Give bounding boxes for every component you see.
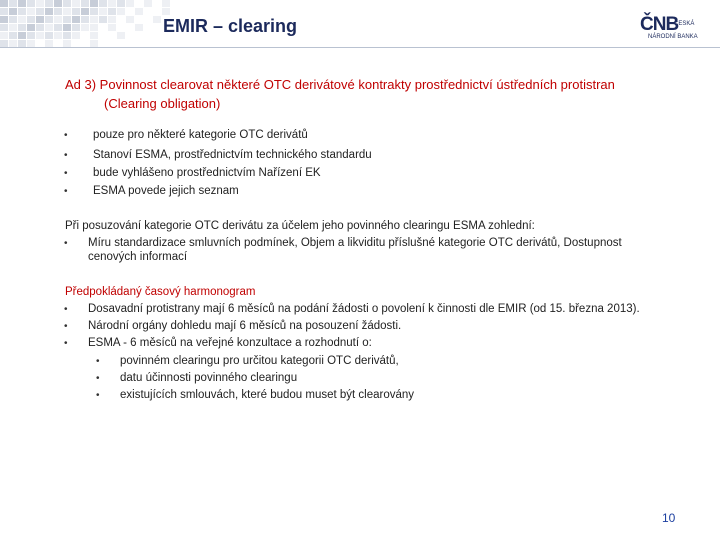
section3-sub-bullet-3: existujících smlouvách, které budou muset být clearovány [120,389,415,401]
bullet-icon: • [64,338,68,349]
section3-bullet-1: Dosavadní protistrany mají 6 měsíců na podání žádosti o povolení k činnosti dle EMIR (od 15. března 2013). [88,303,640,315]
section1-bullet-4: ESMA povede jejich seznam [93,185,239,197]
logo-mark: ČNB [640,14,679,35]
bullet-icon: • [96,390,100,401]
bullet-icon: • [64,321,68,332]
section3-heading: Předpokládaný časový harmonogram [65,286,256,298]
section1-heading: Ad 3) Povinnost clearovat některé OTC derivátové kontrakty prostřednictví ústředních protistran [65,77,615,92]
section2-intro: Při posuzování kategorie OTC derivátu za účelem jeho povinného clearingu ESMA zohlední: [65,220,535,232]
bullet-icon: • [64,150,68,161]
section2-bullet-line2: cenových informací [88,251,188,263]
bullet-icon: • [64,130,68,141]
slide-title: EMIR – clearing [163,16,298,36]
section1-subheading: (Clearing obligation) [104,96,221,111]
page-number: 10 [662,511,676,525]
bullet-icon: • [96,356,100,367]
section3-bullet-2: Národní orgány dohledu mají 6 měsíců na posouzení žádosti. [88,320,402,332]
section1-bullet-2: Stanoví ESMA, prostřednictvím technického standardu [93,149,372,161]
bullet-icon: • [64,304,68,315]
section3-sub-bullet-1: povinném clearingu pro určitou kategorii OTC derivátů, [120,355,399,367]
section3-sub-bullet-2: datu účinnosti povinného clearingu [120,372,298,384]
bullet-icon: • [96,373,100,384]
section1-bullet-1: pouze pro některé kategorie OTC derivátů [93,129,308,141]
section3-bullet-3: ESMA - 6 měsíců na veřejné konzultace a rozhodnutí o: [88,337,372,349]
bullet-icon: • [64,238,68,249]
bullet-icon: • [64,186,68,197]
logo-text-line2: NÁRODNÍ BANKA [648,34,698,40]
bullet-icon: • [64,168,68,179]
logo-text-line1: ČESKÁ [674,21,695,27]
section1-bullet-3: bude vyhlášeno prostřednictvím Nařízení EK [93,167,321,179]
section2-bullet-line1: Míru standardizace smluvních podmínek, Objem a likviditu příslušné kategorie OTC derivátů, Dostupnost [88,237,622,249]
